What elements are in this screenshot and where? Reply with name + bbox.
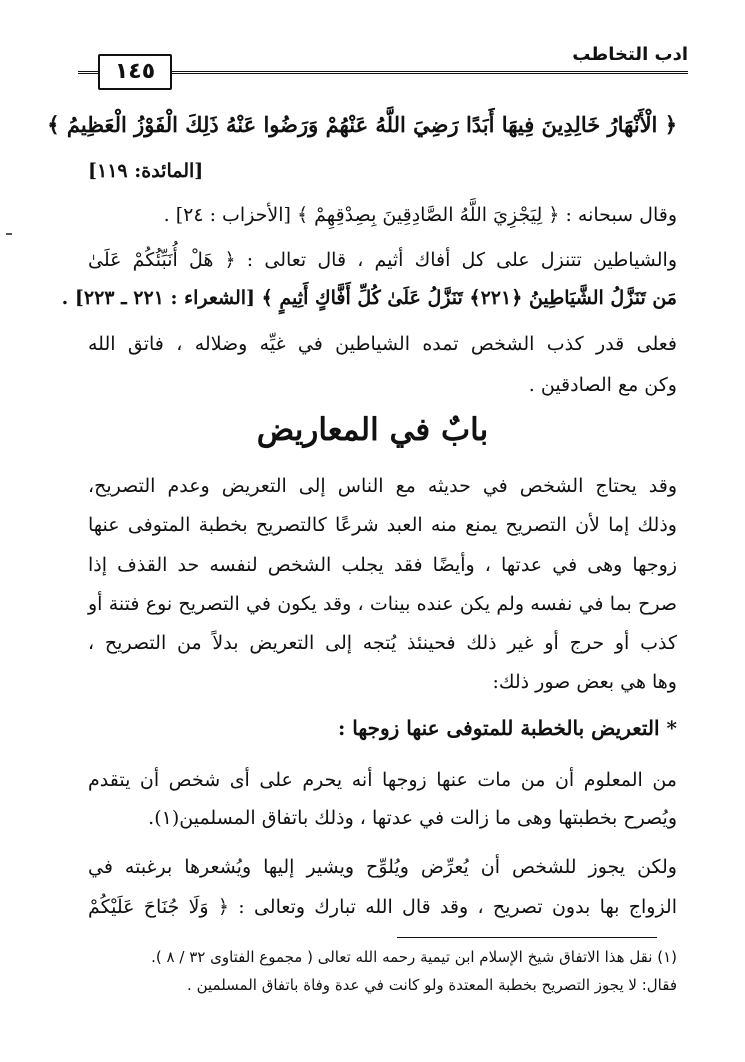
header-rule-left: [78, 71, 100, 78]
text-line: فعلى قدر كذب الشخص تمده الشياطين في غيِّه وضلاله ، فاتق الله: [88, 333, 677, 355]
running-title: ادب التخاطب: [572, 44, 688, 65]
paragraph-line: وقد يحتاج الشخص في حديثه مع الناس إلى التعريض وعدم التصريح،: [88, 475, 677, 497]
footnote: (١) نقل هذا الاتفاق شيخ الإسلام ابن تيمية رحمه الله تعالى ( مجموع الفتاوى ٣٢ / ٨ ).: [151, 948, 677, 966]
page-number: ١٤٥: [98, 54, 172, 90]
text-line: وقال سبحانه : ﴿ لِيَجْزِيَ اللَّهُ الصَّادِقِينَ بِصِدْقِهِمْ ﴾ [الأحزاب : ٢٤] .: [163, 204, 677, 226]
footnote: فقال: لا يجوز التصريح بخطبة المعتدة ولو كانت في عدة وفاة باتفاق المسلمين .: [187, 976, 677, 994]
text-line: مَن تَنَزَّلُ الشَّيَاطِينُ ﴿٢٢١﴾ تَنَزَّلُ عَلَىٰ كُلِّ أَفَّاكٍ أَثِيمٍ ﴾ [الشعراء : ٢٢١ ـ ٢٢٣] .: [61, 287, 677, 309]
footnote-separator: [397, 937, 657, 938]
paragraph-line: صرح بما في نفسه ولم يكن عنده بينات ، وقد يكون في التصريح نوع فتنة أو: [88, 593, 677, 615]
text-line: وكن مع الصادقين .: [528, 374, 677, 396]
verse-continuation: ﴿ الْأَنْهَارُ خَالِدِينَ فِيهَا أَبَدًا رَضِيَ اللَّهُ عَنْهُمْ وَرَضُوا عَنْهُ ذَلِكَ الْفَوْزُ الْعَظِيمُ ﴾: [47, 112, 677, 137]
text-line: والشياطين تتنزل على كل أفاك أثيم ، قال تعالى : ﴿ هَلْ أُنَبِّئُكُمْ عَلَىٰ: [88, 249, 677, 271]
paragraph-line: ويُصرح بخطبتها وهى ما زالت في عدتها ، وذلك باتفاق المسلمين(١).: [148, 807, 677, 829]
sub-heading: * التعريض بالخطبة للمتوفى عنها زوجها :: [337, 716, 677, 740]
paragraph-line: وها هي بعض صور ذلك:: [492, 671, 677, 693]
paragraph-line: وذلك إما لأن التصريح يمنع منه العبد شرعًا كالتصريح بخطبة المتوفى عنها: [88, 514, 677, 536]
paragraph-line: الزواج بها بدون تصريح ، وقد قال الله تبارك وتعالى : ﴿ وَلَا جُنَاحَ عَلَيْكُمْ: [88, 896, 677, 918]
header-rule: [170, 71, 688, 78]
page-header: [88, 38, 688, 98]
paragraph-line: كذب أو حرج أو غير ذلك فحينئذ يُتجه إلى التعريض بدلاً من التصريح ،: [88, 632, 677, 654]
section-title: بابٌ في المعاريض: [256, 412, 489, 448]
citation-maidah: [المائدة: ١١٩]: [88, 160, 204, 182]
paragraph-line: من المعلوم أن من مات عنها زوجها أنه يحرم على أى شخص أن يتقدم: [88, 769, 677, 791]
margin-mark: [6, 233, 12, 235]
paragraph-line: ولكن يجوز للشخص أن يُعرِّض ويُلوِّح ويشير إليها ويُشعرها برغبته في: [88, 856, 677, 878]
paragraph-line: زوجها وهى في عدتها ، وأيضًا فقد يجلب الشخص لنفسه حد القذف إذا: [88, 554, 677, 576]
